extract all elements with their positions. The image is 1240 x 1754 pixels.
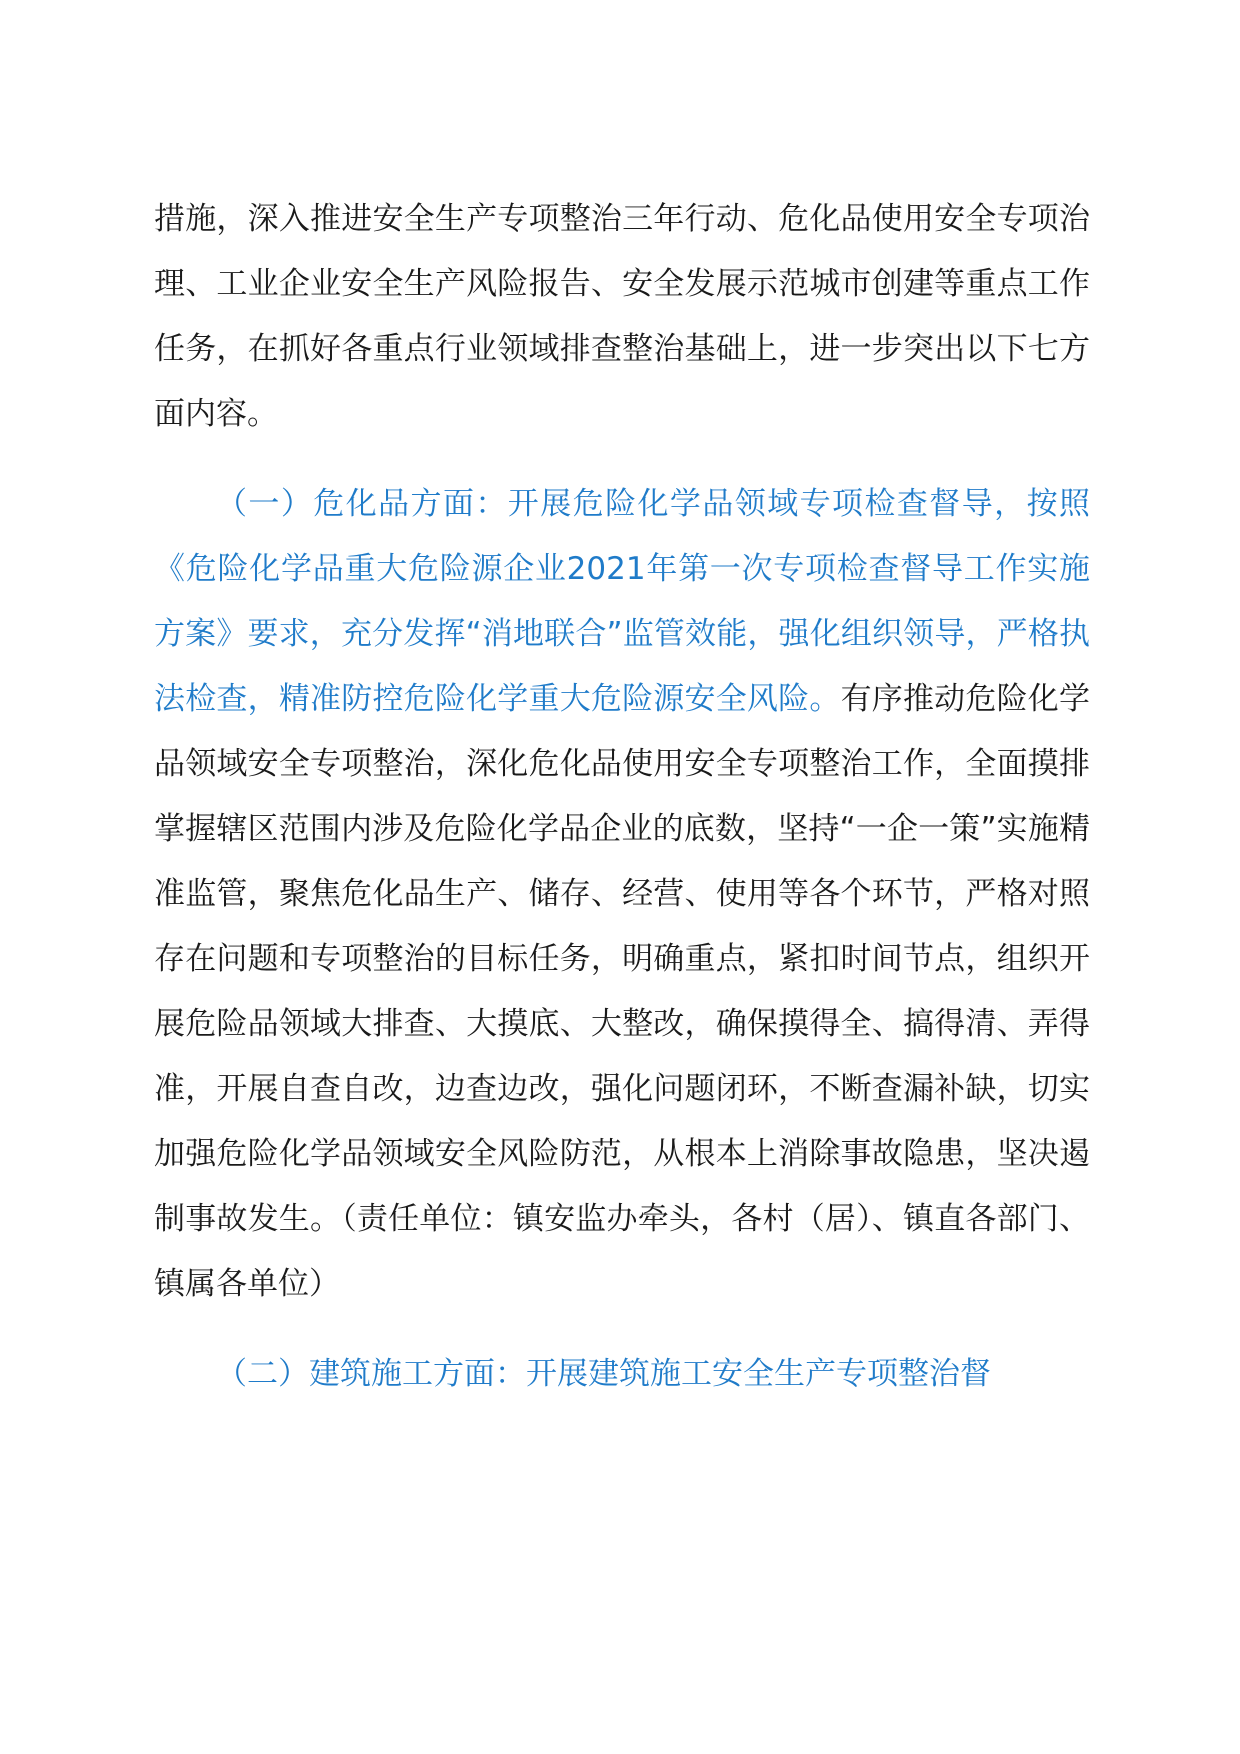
paragraph-intro-text: 措施，深入推进安全生产专项整治三年行动、危化品使用安全专项治理、工业企业安全生产风险报告、安全发展示范城市创建等重点工作任务，在抓好各重点行业领域排查整治基础上，进一步突出以下七方面内容。 bbox=[154, 201, 1090, 432]
section-1-body: 有序推动危险化学品领域安全专项整治，深化危化品使用安全专项整治工作，全面摸排掌握辖区范围内涉及危险化学品企业的底数，坚持“一企一策”实施精准监管，聚焦危化品生产、储存、经营、使用等各个环节，严格对照存在问题和专项整治的目标任务，明确重点，紧扣时间节点，组织开展危险品领域大排查、大摸底、大整改，确保摸得全、搞得清、弄得准，开展自查自改，边查边改，强化问题闭环，不断查漏补缺，切实加强危险化学品领域安全风险防范，从根本上消除事故隐患，坚决遏制事故发生。（责任单位：镇安监办牵头，各村（居）、镇直各部门、镇属各单位） bbox=[154, 681, 1091, 1302]
document-body bbox=[154, 187, 1090, 1407]
section-1-heading: （一）危化品方面：开展危险化学品领域专项检查督导，按照《危险化学品重大危险源企业2021年第一次专项检查督导工作实施方案》要求，充分发挥“消地联合”监管效能，强化组织领导，严格执法检查，精准防控危险化学重大危险源安全风险。 bbox=[154, 486, 1090, 717]
section-2-paragraph bbox=[154, 1342, 1090, 1407]
section-1-paragraph bbox=[154, 472, 1090, 1317]
section-2-heading: （二）建筑施工方面：开展建筑施工安全生产专项整治督 bbox=[216, 1356, 991, 1392]
paragraph-intro bbox=[154, 187, 1090, 447]
